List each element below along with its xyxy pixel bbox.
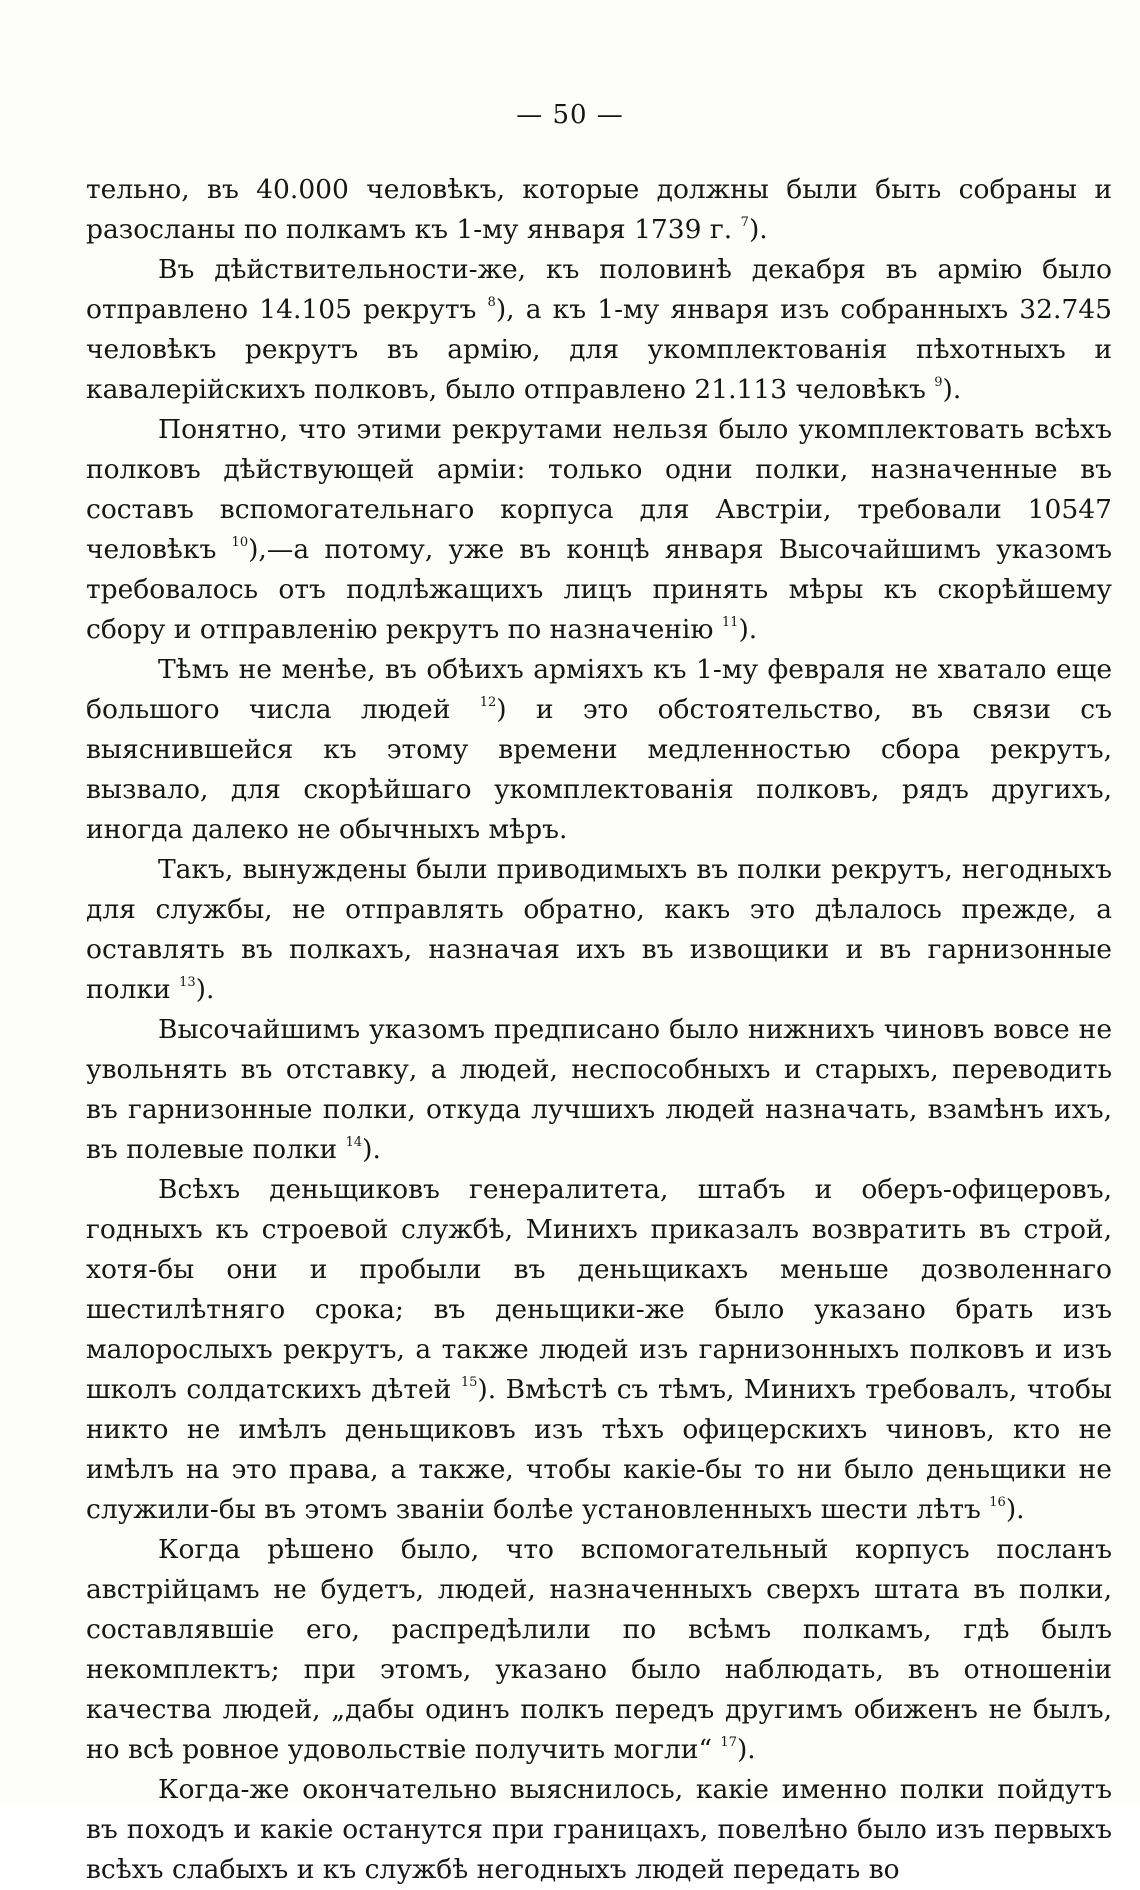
footnote-marker: 13 — [179, 975, 196, 990]
page-text-body — [86, 170, 1112, 1890]
footnote-marker: 8 — [487, 295, 496, 310]
paragraph: Тѣмъ не менѣе, въ обѣихъ арміяхъ къ 1-му февраля не хватало еще большого числа людей $^{12}$) и это обстоятельство, въ связи съ выяснившейся къ этому времени медленностью сбора рекрутъ, вызвало, для скорѣйшаго укомплектованія полковъ, рядъ другихъ, иногда далеко не обычныхъ мѣръ. — [86, 654, 1112, 845]
page-number: — 50 — — [516, 100, 624, 130]
footnote-marker: 7 — [740, 215, 749, 230]
paragraph: тельно, въ 40.000 человѣкъ, которые должны были быть собраны и разосланы по полкамъ къ 1-му января 1739 г. $^7$). — [86, 174, 1112, 245]
footnote-marker: 15 — [460, 1375, 478, 1390]
footnote-marker: 10 — [231, 535, 249, 550]
footnote-marker: 16 — [989, 1495, 1006, 1510]
footnote-marker: 14 — [345, 1135, 363, 1150]
footnote-marker: 17 — [720, 1735, 737, 1750]
paragraph: Такъ, вынуждены были приводимыхъ въ полки рекрутъ, негодныхъ для службы, не отправлять обратно, какъ это дѣлалось прежде, а оставлять въ полкахъ, назначая ихъ въ извощики и въ гарнизонные полки $^{13}$). — [86, 854, 1112, 1005]
paragraph: Всѣхъ деньщиковъ генералитета, штабъ и оберъ-офицеровъ, годныхъ къ строевой службѣ, Минихъ приказалъ возвратить въ строй, хотя-бы они и пробыли въ деньщикахъ меньше дозволеннаго шестилѣтняго срока; въ деньщики-же было указано брать изъ малорослыхъ рекрутъ, а также людей изъ гарнизонныхъ полковъ и изъ школъ солдатскихъ дѣтей $^{15}$). Вмѣстѣ съ тѣмъ, Минихъ требовалъ, чтобы никто не имѣлъ деньщиковъ изъ тѣхъ офицерскихъ чиновъ, кто не имѣлъ на это права, а также, чтобы какіе-бы то ни было деньщики не служили-бы въ этомъ званіи болѣе установленныхъ шести лѣтъ $^{16}$). — [86, 1174, 1113, 1525]
paragraph: Въ дѣйствительности-же, къ половинѣ декабря въ армію было отправлено 14.105 рекрутъ $^8$), а къ 1-му января изъ собранныхъ 32.745 человѣкъ рекрутъ въ армію, для укомплектованія пѣхотныхъ и кавалерійскихъ полковъ, было отправлено 21.113 человѣкъ $^9$). — [86, 254, 1113, 405]
footnote-marker: 9 — [934, 375, 943, 390]
paragraph: Когда-же окончательно выяснилось, какіе именно полки пойдутъ въ походъ и какіе останутся при границахъ, повелѣно было изъ первыхъ всѣхъ слабыхъ и къ службѣ негодныхъ людей передать во — [86, 1774, 1112, 1885]
footnote-marker: 12 — [479, 695, 497, 710]
paragraph: Понятно, что этими рекрутами нельзя было укомплектовать всѣхъ полковъ дѣйствующей арміи: только одни полки, назначенные въ составъ вспомогательнаго корпуса для Австріи, требовали 10547 человѣкъ $^{10}$),—а потому, уже въ концѣ января Высочайшимъ указомъ требовалось отъ подлѣжащихъ лицъ принять мѣры къ скорѣйшему сбору и отправленію рекрутъ по назначенію $^{11}$). — [86, 414, 1112, 645]
paragraph: Когда рѣшено было, что вспомогательный корпусъ посланъ австрійцамъ не будетъ, людей, назначенныхъ сверхъ штата въ полки, составлявшіе его, распредѣлили по всѣмъ полкамъ, гдѣ былъ некомплектъ; при этомъ, указано было наблюдать, въ отношеніи качества людей, „дабы одинъ полкъ передъ другимъ обиженъ не былъ, но всѣ ровное удовольствіе получить могли“ $^{17}$). — [86, 1534, 1112, 1765]
footnote-marker: 11 — [721, 615, 739, 630]
paragraph: Высочайшимъ указомъ предписано было нижнихъ чиновъ вовсе не увольнять въ отставку, а людей, неспособныхъ и старыхъ, переводить въ гарнизонные полки, откуда лучшихъ людей назначать, взамѣнъ ихъ, въ полевые полки $^{14}$). — [86, 1014, 1112, 1165]
